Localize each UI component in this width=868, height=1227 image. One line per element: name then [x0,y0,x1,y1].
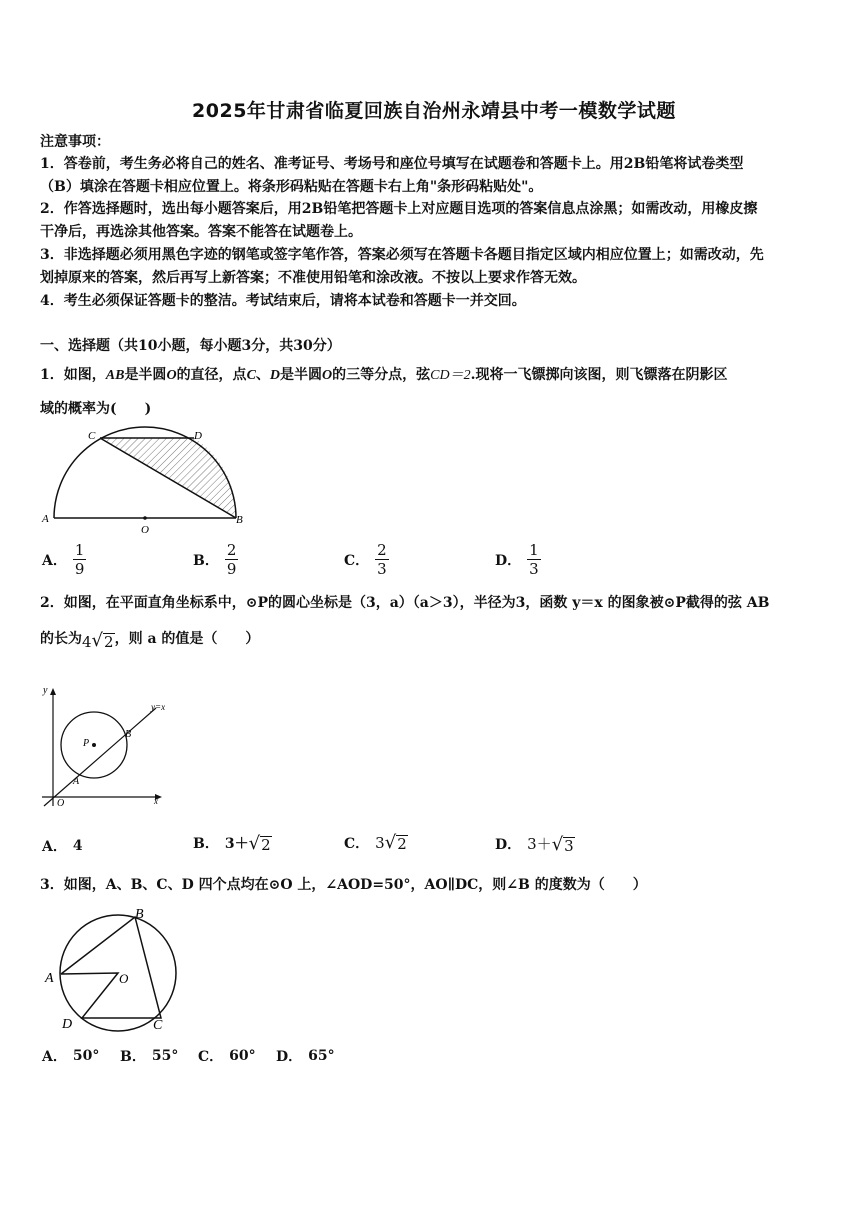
q2-text: 的长为 [40,631,82,647]
center-point [143,516,147,520]
q1-text: 的三等分点，弦 [332,367,431,383]
q1-text: .现将一飞镖掷向该图，则飞镖落在阴影区 [470,367,728,383]
option-label: C． [344,836,370,852]
q1-option-d[interactable] [495,542,541,577]
q1-option-b[interactable] [193,542,238,577]
label-c: C [153,1018,163,1033]
q1-text: 的直径，点 [176,367,247,383]
label-c: C [88,430,96,442]
option-label: A． [42,552,67,569]
label-x: x [154,796,158,806]
q1-c: C [246,368,256,383]
q1-option-c[interactable] [344,542,389,577]
q3-option-d[interactable] [276,1046,335,1066]
prefix: 3＋ [527,835,552,853]
label-a: A [73,776,80,787]
label-a: A [42,513,49,525]
option-label: C． [198,1049,224,1065]
option-label: A． [42,839,67,855]
notice-heading: 注意事项： [40,134,110,150]
denominator: 9 [74,560,85,578]
sqrt-expression: 3 √ 2 [375,832,407,853]
option-label: B． [120,1049,146,1065]
option-value: 60° [229,1048,256,1064]
q3-line-1: 3．如图，A、B、C、D 四个点均在⊙O 上，∠AOD=50°，AO∥DC，则∠B 的度数为（ ） [40,877,647,893]
option-label: D． [495,836,522,853]
line-y-equals-x [44,708,156,806]
label-p: P [83,738,90,749]
q2-coordinate-figure [38,682,178,812]
q2-line-1: 2．如图，在平面直角坐标系中，⊙P的圆心坐标是（3，a）（a＞3），半径为3，函数 y＝x 的图象被⊙P截得的弦 AB [40,595,770,611]
q1-cd: CD＝2 [430,368,471,383]
coefficient: 4 [82,633,92,651]
denominator: 3 [377,560,387,578]
q3-option-b[interactable] [120,1046,178,1066]
prefix: 3 [375,834,385,852]
numerator: 1 [529,541,539,559]
fraction [225,542,239,577]
numerator: 2 [377,541,387,559]
center-p [92,743,96,747]
q1-o: O [166,368,177,383]
q2-text: ，则 a 的值是（ ） [114,631,260,647]
notice-item-1-line-2: （B）填涂在答题卡相应位置上。将条形码粘贴在答题卡右上角"条形码粘贴处"。 [40,179,543,195]
page-title: 2025年甘肃省临夏回族自治州永靖县中考一模数学试题 [192,100,676,122]
label-y: y [43,685,48,696]
option-label: A． [42,1049,67,1065]
notice-item-4: 4．考生必须保证答题卡的整洁。考试结束后，请将本试卷和答题卡一并交回。 [40,293,526,309]
sqrt-expression: 3＋ √ 2 [224,833,271,854]
q2-option-d[interactable] [495,833,575,854]
q1-d: D [269,368,281,383]
fraction [527,542,541,577]
label-d: D [194,430,202,442]
numerator: 2 [226,541,237,559]
numerator: 1 [74,541,85,559]
q2-option-a[interactable] [42,836,83,856]
q1-text: 是半圆 [280,367,323,383]
label-b: B [135,907,144,922]
q1-text: 、 [255,367,270,383]
q3-option-a[interactable] [42,1046,99,1066]
notice-item-2-line-2: 干净后，再选涂其他答案。答案不能答在试题卷上。 [40,224,362,240]
label-fn: y=x [151,702,166,712]
label-a: A [45,971,54,986]
q2-line-2 [40,628,259,650]
radicand: 2 [104,633,114,651]
section-heading: 一、选择题（共10小题，每小题3分，共30分） [40,338,341,354]
notice-item-3-line-1: 3．非选择题必须用黑色字迹的钢笔或签字笔作答，答案必须写在答题卡各题目指定区域内相应位置上；如需改动，先 [40,247,764,263]
option-label: D． [276,1049,303,1065]
radicand: 3 [564,837,574,855]
option-label: B． [193,552,219,569]
denominator: 9 [226,560,237,578]
q3-circle-figure [38,902,188,1037]
q2-option-c[interactable] [344,833,408,853]
option-value: 55° [151,1048,179,1064]
notice-item-2-line-1: 2．作答选择题时，选出每小题答案后，用2B铅笔把答题卡上对应题目选项的答案信息点涂黑；如需改动，用橡皮擦 [40,201,758,217]
notice-item-1-line-1: 1．答卷前，考生务必将自己的姓名、准考证号、考场号和座位号填写在试题卷和答题卡上。用2B铅笔将试卷类型 [40,156,744,172]
label-b: B [236,514,243,526]
option-label: C． [344,552,370,569]
q1-line-1 [40,364,727,387]
option-value: 4 [72,838,83,854]
y-axis-arrow [50,688,56,695]
option-label: B． [193,836,219,852]
q1-semicircle-figure [38,425,253,540]
q3-option-c[interactable] [198,1046,256,1066]
notice-item-3-line-2: 划掉原来的答案，然后再写上新答案；不准使用铅笔和涂改液。不按以上要求作答无效。 [40,270,586,286]
q1-line-2: 域的概率为( ) [40,401,152,417]
radicand: 2 [397,835,407,853]
option-value: 50° [72,1048,100,1064]
fraction [73,542,87,577]
radicand: 2 [261,836,271,854]
label-o: O [141,524,149,536]
q2-option-b[interactable] [193,833,272,853]
q1-o2: O [322,368,333,383]
q1-ab: AB [105,368,125,383]
q1-option-a[interactable] [42,542,86,577]
label-b: B [125,729,132,740]
q1-text: 是半圆 [124,367,167,383]
denominator: 3 [529,560,539,578]
prefix: 3＋ [224,836,249,852]
option-value: 65° [308,1048,335,1064]
label-o: O [119,971,129,986]
sqrt-expression: 4 √ 2 [82,630,114,651]
label-d: D [62,1017,73,1032]
fraction [375,542,389,577]
label-o: O [57,798,65,809]
option-label: D． [495,552,522,569]
sqrt-expression: 3＋ √ 3 [527,834,574,855]
q1-text: 1．如图， [40,367,106,383]
